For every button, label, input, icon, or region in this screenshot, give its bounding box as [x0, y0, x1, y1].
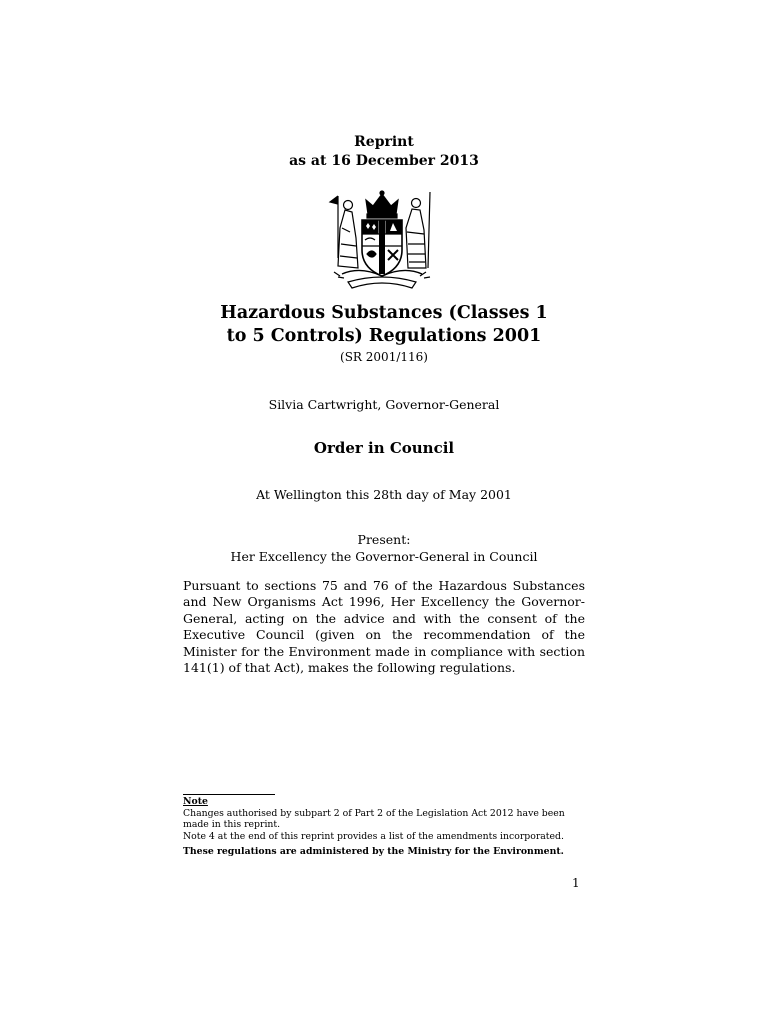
title-line-2: to 5 Controls) Regulations 2001 — [226, 326, 542, 346]
page-number: 1 — [572, 876, 580, 890]
regulation-title — [0, 302, 768, 348]
reprint-label: Reprint — [354, 134, 414, 150]
reprint-date: as at 16 December 2013 — [289, 153, 479, 169]
sr-number: (SR 2001/116) — [340, 350, 428, 364]
reprint-block — [0, 133, 768, 171]
footnote-rule — [183, 794, 275, 795]
footnote-line-1: Changes authorised by subpart 2 of Part 2 of the Legislation Act 2012 have been made in this reprint. — [183, 807, 565, 830]
present-label: Present: — [357, 532, 411, 547]
present-who: Her Excellency the Governor-General in Council — [230, 549, 538, 564]
footnote-line-2: Note 4 at the end of this reprint provides a list of the amendments incorporated. — [183, 830, 564, 842]
present-block — [0, 531, 768, 565]
enacting-paragraph: Pursuant to sections 75 and 76 of the Hazardous Substances and New Organisms Act 1996, Her Excellency the Governor-General, acting on the advice and with the consent of the Executive Council (given on the recommendation of the Minister for the Environment made in compliance with section 141(1) of that Act), makes the following regulations. — [183, 578, 585, 676]
title-line-1: Hazardous Substances (Classes 1 — [220, 303, 548, 323]
place-date: At Wellington this 28th day of May 2001 — [256, 487, 512, 502]
order-heading: Order in Council — [313, 439, 455, 457]
nz-coat-of-arms-icon — [320, 188, 444, 292]
footnote-heading: Note — [183, 796, 208, 807]
governor-general: Silvia Cartwright, Governor-General — [268, 397, 500, 412]
footnote-administered: These regulations are administered by the Ministry for the Environment. — [183, 846, 564, 857]
footnote-block — [183, 796, 593, 858]
